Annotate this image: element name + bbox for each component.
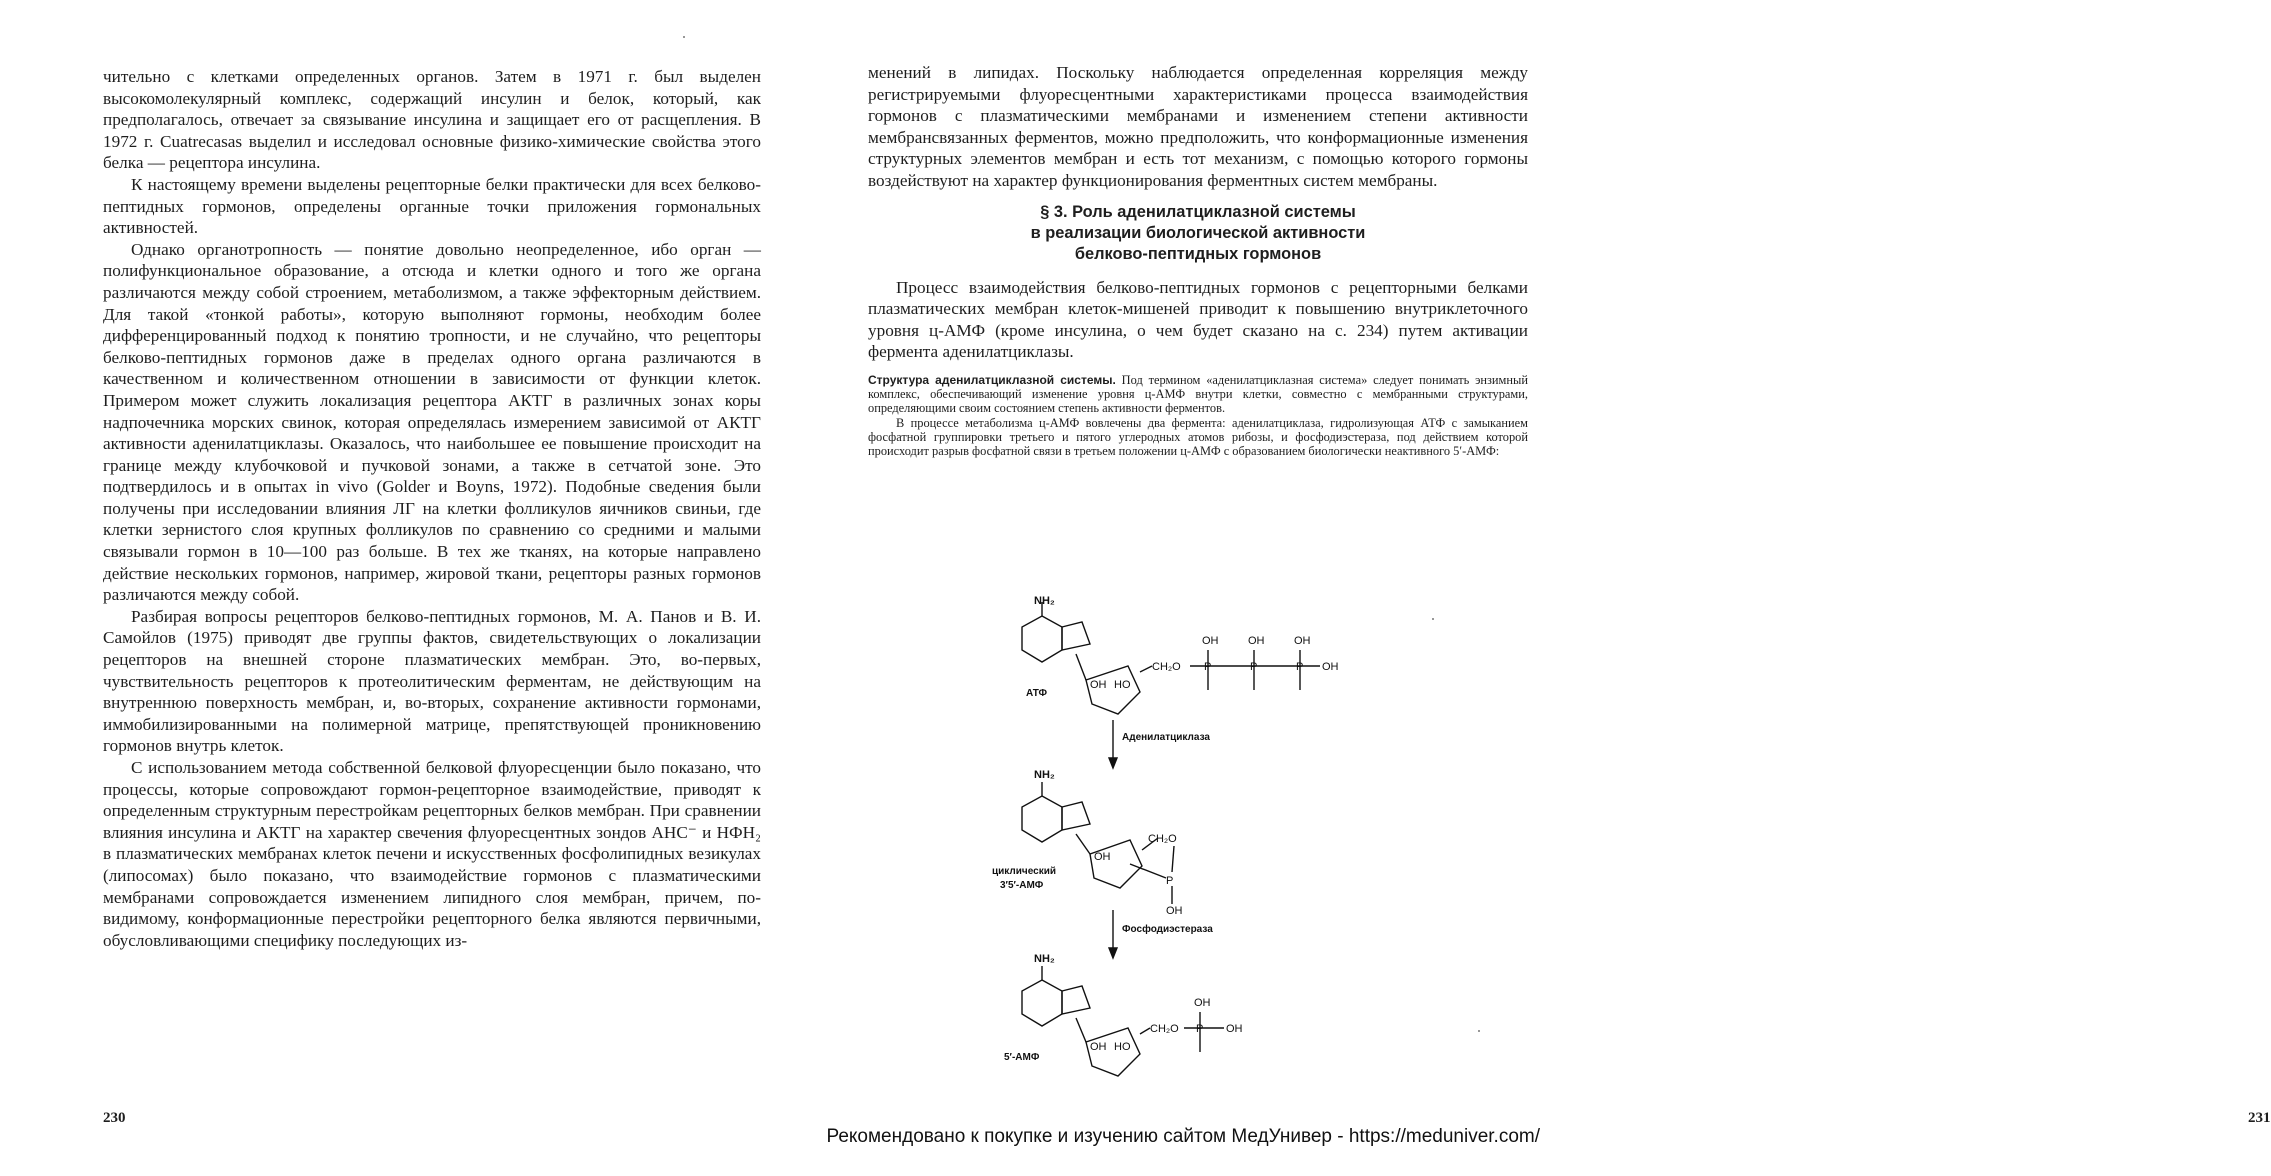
- section-heading: [868, 202, 1528, 265]
- phosphorus-label: P: [1250, 661, 1258, 673]
- ch2o-label: CH₂O: [1152, 661, 1181, 673]
- footer-banner: Рекомендовано к покупке и изучению сайтом МедУнивер - https://meduniver.com/: [826, 1126, 1540, 1147]
- ho-label: HO: [1114, 679, 1131, 691]
- small-text: Под термином «аденилатциклазная система» следует понимать энзимный комплекс, обеспечивающий изменение уровня ц-АМФ внутри клетки, совместно с мембранными структурами, определяющими своим состоянием степень активности ферментов.: [868, 372, 1528, 416]
- oh-label: OH: [1090, 679, 1107, 691]
- small-paragraph: [868, 373, 1528, 416]
- ch2o-label: CH₂O: [1150, 1023, 1179, 1035]
- ho-label: HO: [1114, 1041, 1131, 1053]
- small-print-block: [868, 373, 1528, 458]
- small-paragraph: В процессе метаболизма ц-АМФ вовлечены два фермента: аденилатциклаза, гидролизующая АТФ с замыканием фосфатной группировки третьего и пятого углеродных атомов рибозы, и фосфодиэстераза, под действием которой происходит разрыв фосфатной связи в третьем положении ц-АМФ с образованием биологически неактивного 5′-АМФ:: [868, 415, 1528, 458]
- paragraph: менений в липидах. Поскольку наблюдается определенная корреляция между регистрируемыми флуоресцентными характеристиками процесса взаимодействия гормонов с плазматическими мембранами и изменением степени активности мембрансвязанных ферментов, можно предположить, что конформационные изменения структурных элементов мембран и есть тот механизм, с помощью которого гормоны воздействуют на характер функционирования ферментных систем мембраны.: [868, 63, 1528, 190]
- paragraph: К настоящему времени выделены рецепторные белки практически для всех белково-пептидных гормонов, определены органные точки приложения гормональных активностей.: [103, 174, 761, 238]
- paragraph: Разбирая вопросы рецепторов белково-пептидных гормонов, М. А. Панов и В. И. Самойлов (1975) приводят две группы фактов, свидетельствующих о локализации рецепторов на внешней стороне плазматических мембран. Это, во-первых, чувствительность рецепторов к протеолитическим ферментам, не действующим на внутреннюю поверхность мембран, и, во-вторых, сохранение активности гормонами, иммобилизированными на полимерной матрице, препятствующей проникновению гормонов внутрь клеток.: [103, 606, 761, 756]
- scan-speck: [1432, 618, 1434, 620]
- phosphorus-label: P: [1196, 1023, 1204, 1035]
- bond: [1076, 654, 1086, 680]
- section-heading-line: § 3. Роль аденилатциклазной системы: [1040, 202, 1356, 221]
- oh-label: OH: [1294, 635, 1311, 647]
- oh-label: OH: [1322, 661, 1339, 673]
- nh2-label: NH₂: [1034, 595, 1055, 607]
- bond: [1140, 666, 1152, 672]
- oh-label: OH: [1194, 997, 1211, 1009]
- phosphorus-label: P: [1296, 661, 1304, 673]
- left-page: [0, 0, 790, 1176]
- oh-label: OH: [1248, 635, 1265, 647]
- oh-label: OH: [1226, 1023, 1243, 1035]
- scan-speck: [683, 36, 685, 38]
- purine-ring: [1022, 616, 1062, 662]
- oh-label: OH: [1090, 1041, 1107, 1053]
- atp-label: АТФ: [1026, 688, 1047, 699]
- nh2-label: NH₂: [1034, 953, 1055, 965]
- amp-metabolism-diagram: [990, 592, 1370, 1082]
- oh-label: OH: [1202, 635, 1219, 647]
- left-text-column: [103, 66, 761, 951]
- oh-label: OH: [1166, 905, 1183, 917]
- enzyme-label-adenylate-cyclase: Аденилатциклаза: [1122, 732, 1210, 743]
- paragraph: чительно с клетками определенных органов. Затем в 1971 г. был выделен высокомолекулярный комплекс, содержащий инсулин и белок, который, как предполагалось, отвечает за связывание инсулина и защищает его от расщепления. В 1972 г. Cuatrecasas выделил и исследовал основные физико-химические свойства этого белка — рецептора инсулина.: [103, 67, 761, 173]
- paragraph: С использованием метода собственной белковой флуоресценции было показано, что процессы, которые сопровождают гормон-рецепторное взаимодействие, приводят к определенным структурным перестройкам рецепторных белков мембран. При сравнении влияния инсулина и АКТГ на характер свечения флуоресцентных зондов АНС⁻ и НФН₂ в плазматических мембранах клеток печени и искусственных фосфолипидных везикулах (липосомах) было показано, что взаимодействие гормонов с плазматическими мембранами сопровождается изменением липидного слоя мембран, причем, по-видимому, конформационные перестройки рецепторного белка являются первичными, обусловливающими специфику последующих из-: [103, 758, 761, 950]
- camp-label: циклический: [992, 866, 1057, 877]
- imidazole-ring: [1062, 622, 1090, 650]
- paragraph: Однако органотропность — понятие довольно неопределенное, ибо орган — полифункциональное образование, а отсюда и клетки одного и того же органа различаются между собой строением, метаболизмом, а также эффекторным действием. Для такой «тонкой работы», которую выполняют гормоны, необходим более дифференцированный подход к понятию тропности, и не случайно, что рецепторы белково-пептидных гормонов даже в пределах одного органа различаются в качественном и количественном отношении в зависимости от функции клеток. Примером может служить локализация рецептора АКТГ в различных зонах коры надпочечника морских свинок, которая определялась измерением зависимой от АКТГ активности аденилатциклазы. Оказалось, что наибольшее ее повышение происходит на границе между клубочковой и пучковой зонами, а также в сетчатой зоне. Это подтвердилось и в опытах in vivo (Golder и Boyns, 1972). Подобные сведения были получены при исследовании влияния ЛГ на клетки фолликулов яичников свиньи, где клетки зернистого слоя крупных фолликулов по сравнению со средними и малыми связывали гормон в 10—100 раз больше. В тех же тканях, на которые направлено действие нескольких гормонов, например, жировой ткани, рецепторы разных гормонов различаются между собой.: [103, 239, 761, 605]
- nh2-label: NH₂: [1034, 769, 1055, 781]
- page-number-right: 231: [2248, 1110, 2271, 1126]
- camp-label: 3′5′-АМФ: [1000, 880, 1044, 891]
- scan-speck: [1478, 1030, 1480, 1032]
- oh-label: OH: [1094, 851, 1111, 863]
- enzyme-label-phosphodiesterase: Фосфодиэстераза: [1122, 924, 1213, 935]
- section-heading-line: в реализации биологической активности: [1030, 223, 1366, 242]
- phosphorus-label: P: [1204, 661, 1212, 673]
- small-heading: Структура аденилатциклазной системы.: [868, 372, 1116, 387]
- section-heading-line: белково-пептидных гормонов: [1074, 244, 1322, 263]
- right-text-column: [868, 62, 1528, 458]
- page-number-left: 230: [103, 1110, 126, 1126]
- phosphorus-label: P: [1166, 875, 1174, 887]
- paragraph: Процесс взаимодействия белково-пептидных гормонов с рецепторными белками плазматических мембран клеток-мишеней приводит к повышению внутриклеточного уровня ц-АМФ (кроме инсулина, о чем будет сказано на с. 234) путем активации фермента аденилатциклазы.: [868, 277, 1528, 362]
- amp-label: 5′-АМФ: [1004, 1052, 1040, 1063]
- ch2o-label: CH₂O: [1148, 833, 1177, 845]
